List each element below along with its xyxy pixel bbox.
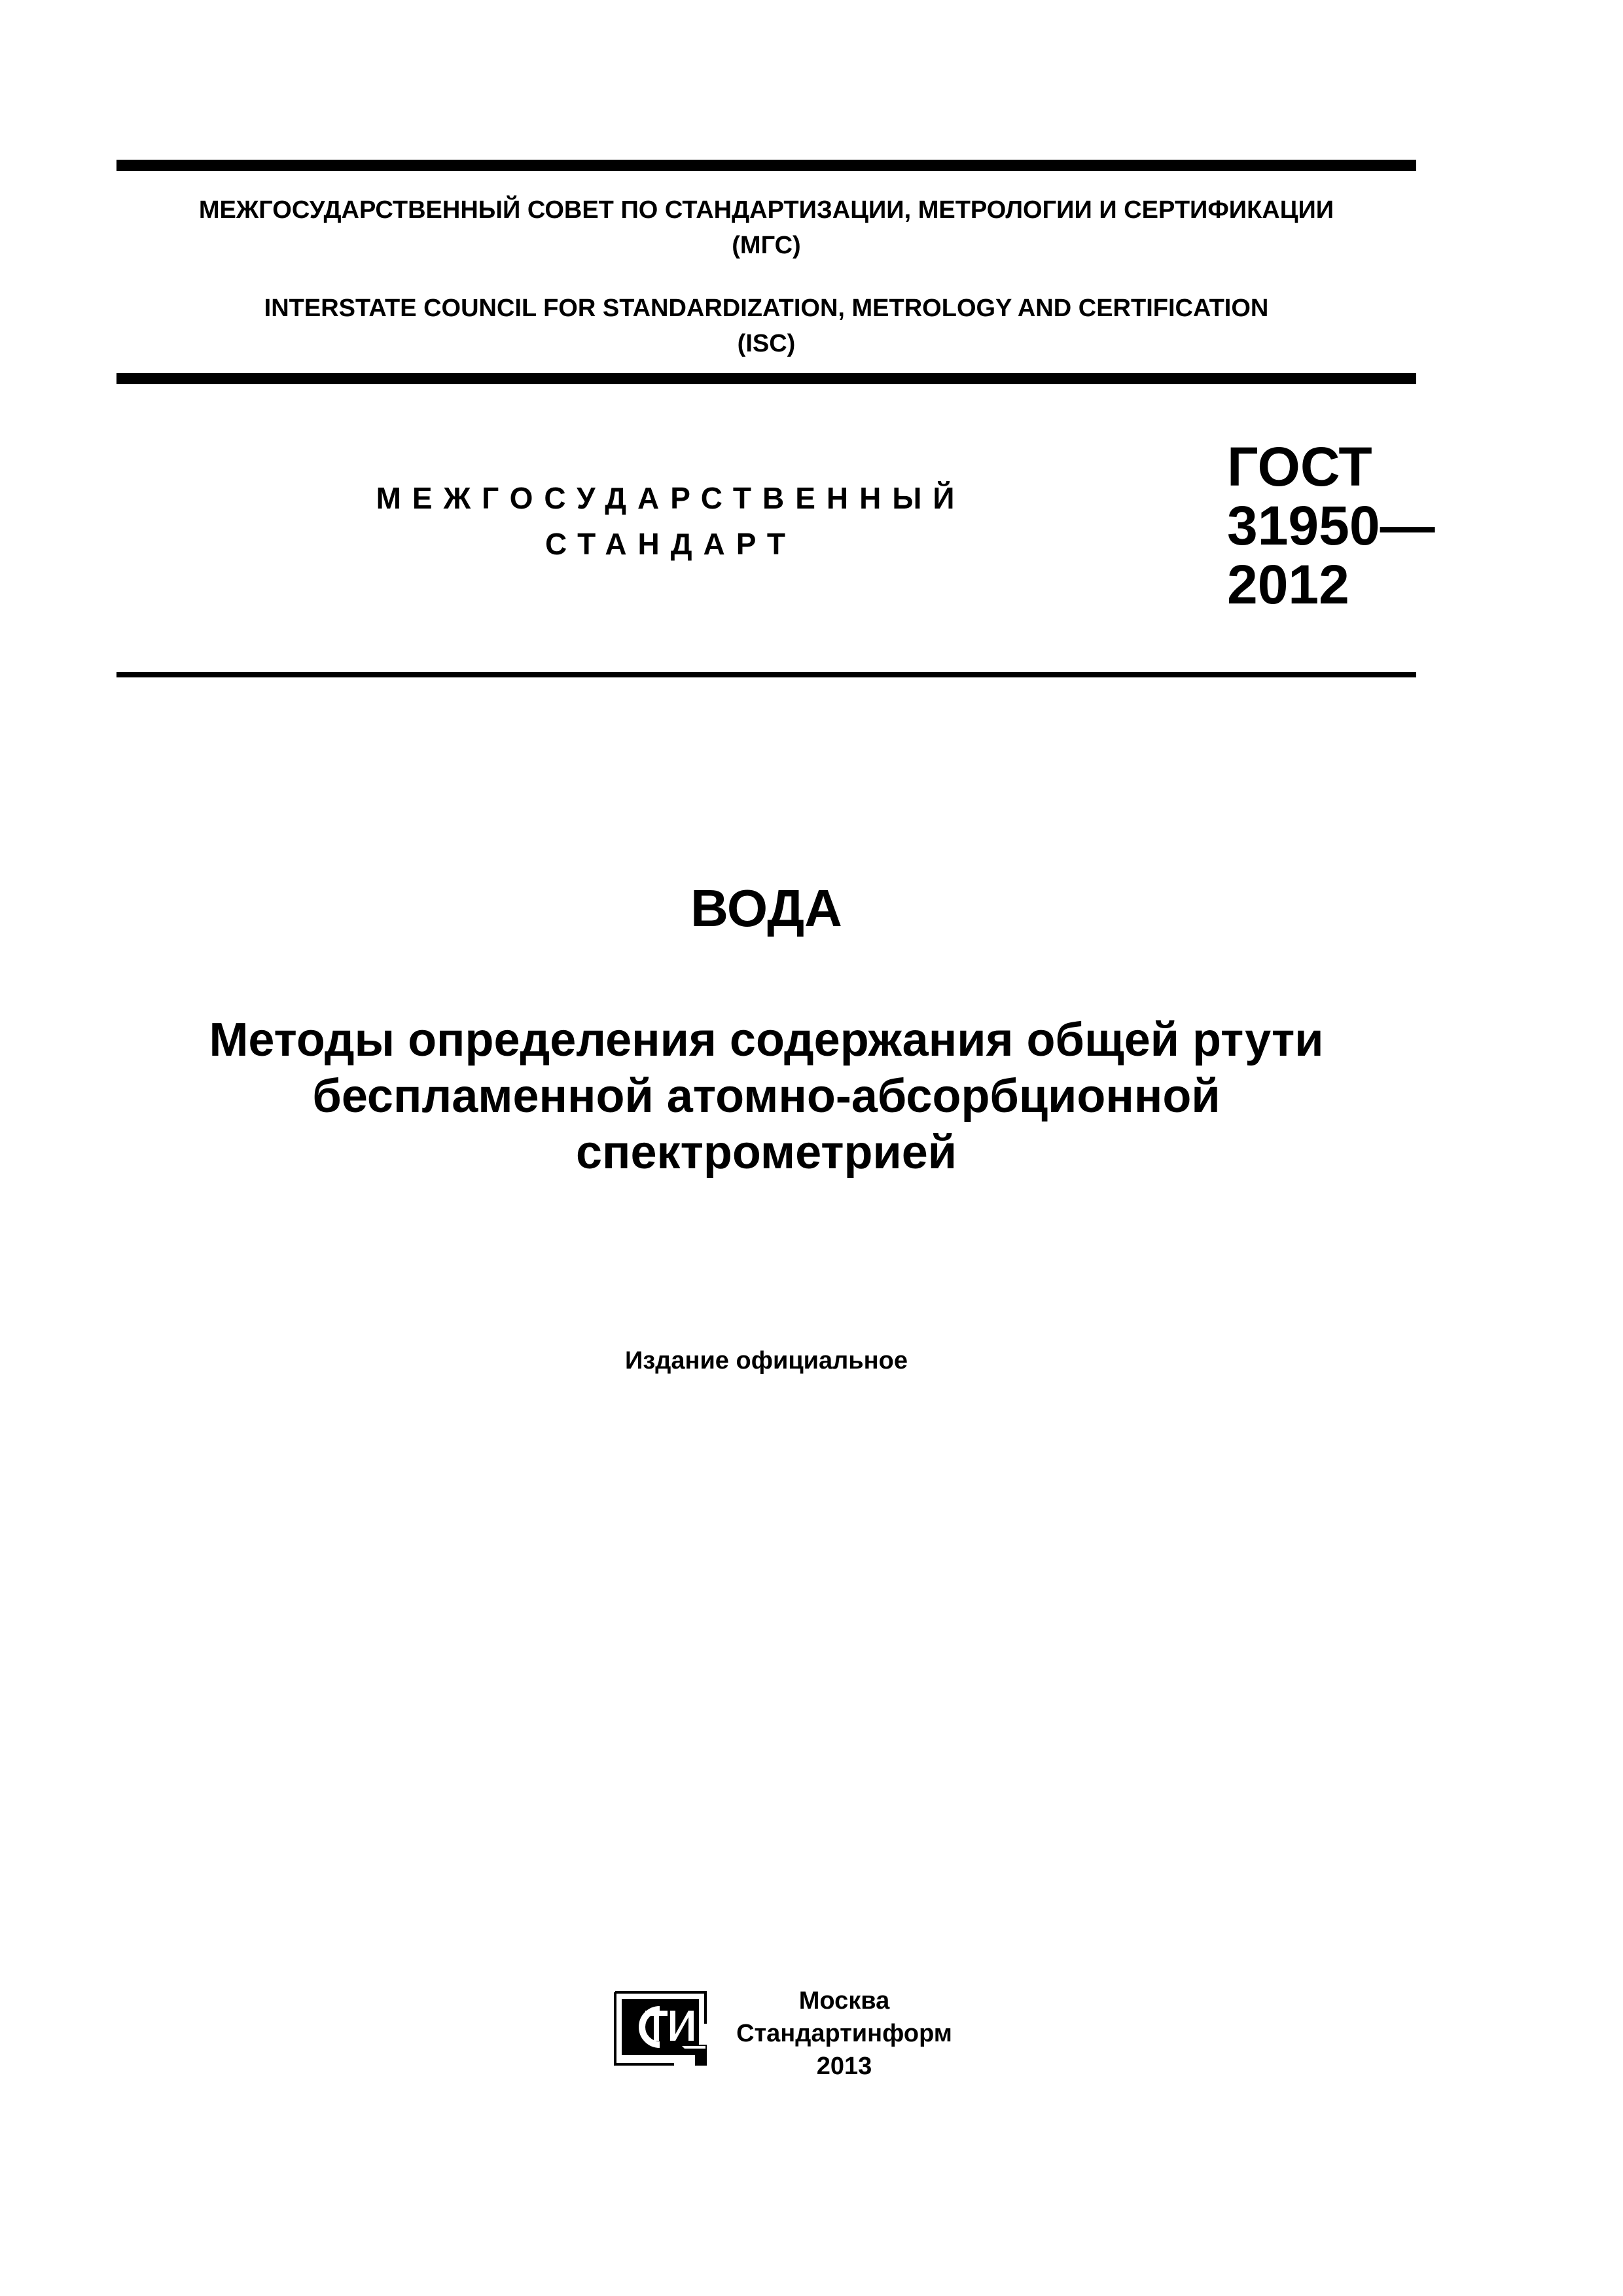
- standard-type-label: [301, 475, 1041, 567]
- top-rule: [116, 160, 1416, 171]
- document-subtitle-line1: Методы определения содержания общей ртути: [209, 1014, 1324, 1066]
- edition-note: Издание официальное: [625, 1347, 908, 1374]
- publisher-block: [713, 1984, 975, 2083]
- standard-type-line1: МЕЖГОСУДАРСТВЕННЫЙ: [376, 481, 966, 515]
- gost-prefix: ГОСТ: [1227, 436, 1372, 497]
- document-title: ВОДА: [690, 879, 842, 937]
- standartinform-logo-graphic: [609, 1984, 711, 2068]
- document-subtitle-line3: спектрометрией: [575, 1126, 957, 1179]
- standard-type-line2: СТАНДАРТ: [545, 527, 796, 561]
- publisher-city: Москва: [798, 1987, 890, 2015]
- council-name-en-line1: INTERSTATE COUNCIL FOR STANDARDIZATION, METROLOGY AND CERTIFICATION: [264, 295, 1269, 322]
- council-name-ru: [116, 192, 1416, 263]
- gost-year: 2012: [1227, 554, 1349, 615]
- document-subtitle: [116, 1012, 1416, 1181]
- gost-designation: [1227, 437, 1435, 614]
- standartinform-logo-icon: [609, 1984, 711, 2068]
- gost-number: 31950—: [1227, 495, 1435, 556]
- council-abbr-en: (ISC): [737, 330, 796, 357]
- middle-rule: [116, 373, 1416, 384]
- lower-rule: [116, 672, 1416, 677]
- publisher-year: 2013: [816, 2053, 872, 2080]
- council-name-en: [116, 291, 1416, 361]
- council-abbr-ru: (МГС): [732, 232, 801, 259]
- council-name-ru-line1: МЕЖГОСУДАРСТВЕННЫЙ СОВЕТ ПО СТАНДАРТИЗАЦИИ, МЕТРОЛОГИИ И СЕРТИФИКАЦИИ: [198, 196, 1334, 224]
- publisher-name: Стандартинформ: [736, 2020, 952, 2047]
- document-subtitle-line2: беспламенной атомно-абсорбционной: [312, 1070, 1221, 1122]
